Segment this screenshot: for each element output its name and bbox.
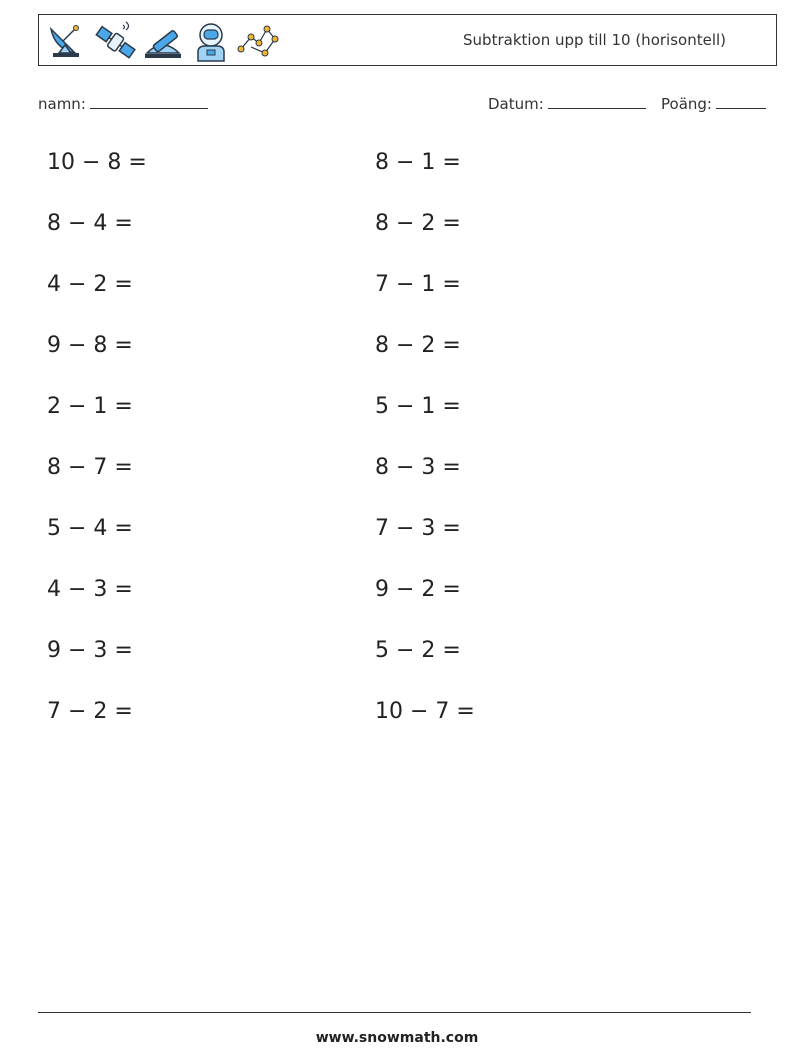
date-label: Datum: <box>488 95 544 113</box>
score-blank-line[interactable] <box>716 94 766 109</box>
problem-right-1: 8 − 1 = <box>375 150 461 175</box>
problem-left-10: 7 − 2 = <box>47 699 133 724</box>
problem-right-5: 5 − 1 = <box>375 394 461 419</box>
score-label: Poäng: <box>661 95 712 113</box>
problem-right-8: 9 − 2 = <box>375 577 461 602</box>
worksheet-header <box>38 14 777 66</box>
problem-right-6: 8 − 3 = <box>375 455 461 480</box>
worksheet-title: Subtraktion upp till 10 (horisontell) <box>463 31 726 49</box>
name-label: namn: <box>38 95 86 113</box>
problem-left-2: 8 − 4 = <box>47 211 133 236</box>
problem-left-6: 8 − 7 = <box>47 455 133 480</box>
problem-left-3: 4 − 2 = <box>47 272 133 297</box>
satellite-dish-icon <box>45 19 89 63</box>
satellite-icon <box>93 19 137 63</box>
name-blank-line[interactable] <box>90 94 208 109</box>
problem-left-5: 2 − 1 = <box>47 394 133 419</box>
problem-right-9: 5 − 2 = <box>375 638 461 663</box>
footer-divider <box>38 1012 751 1013</box>
name-field <box>38 94 208 113</box>
problem-right-10: 10 − 7 = <box>375 699 475 724</box>
problem-left-4: 9 − 8 = <box>47 333 133 358</box>
icon-strip <box>45 19 281 63</box>
constellation-icon <box>237 19 281 63</box>
date-blank-line[interactable] <box>548 94 646 109</box>
score-field <box>661 94 766 113</box>
footer-url[interactable]: www.snowmath.com <box>315 1030 479 1046</box>
problem-right-2: 8 − 2 = <box>375 211 461 236</box>
telescope-icon <box>141 19 185 63</box>
problem-left-7: 5 − 4 = <box>47 516 133 541</box>
problem-left-1: 10 − 8 = <box>47 150 147 175</box>
problem-right-3: 7 − 1 = <box>375 272 461 297</box>
astronaut-icon <box>189 19 233 63</box>
date-field <box>488 94 646 113</box>
problem-left-8: 4 − 3 = <box>47 577 133 602</box>
problem-right-4: 8 − 2 = <box>375 333 461 358</box>
problem-right-7: 7 − 3 = <box>375 516 461 541</box>
problem-left-9: 9 − 3 = <box>47 638 133 663</box>
